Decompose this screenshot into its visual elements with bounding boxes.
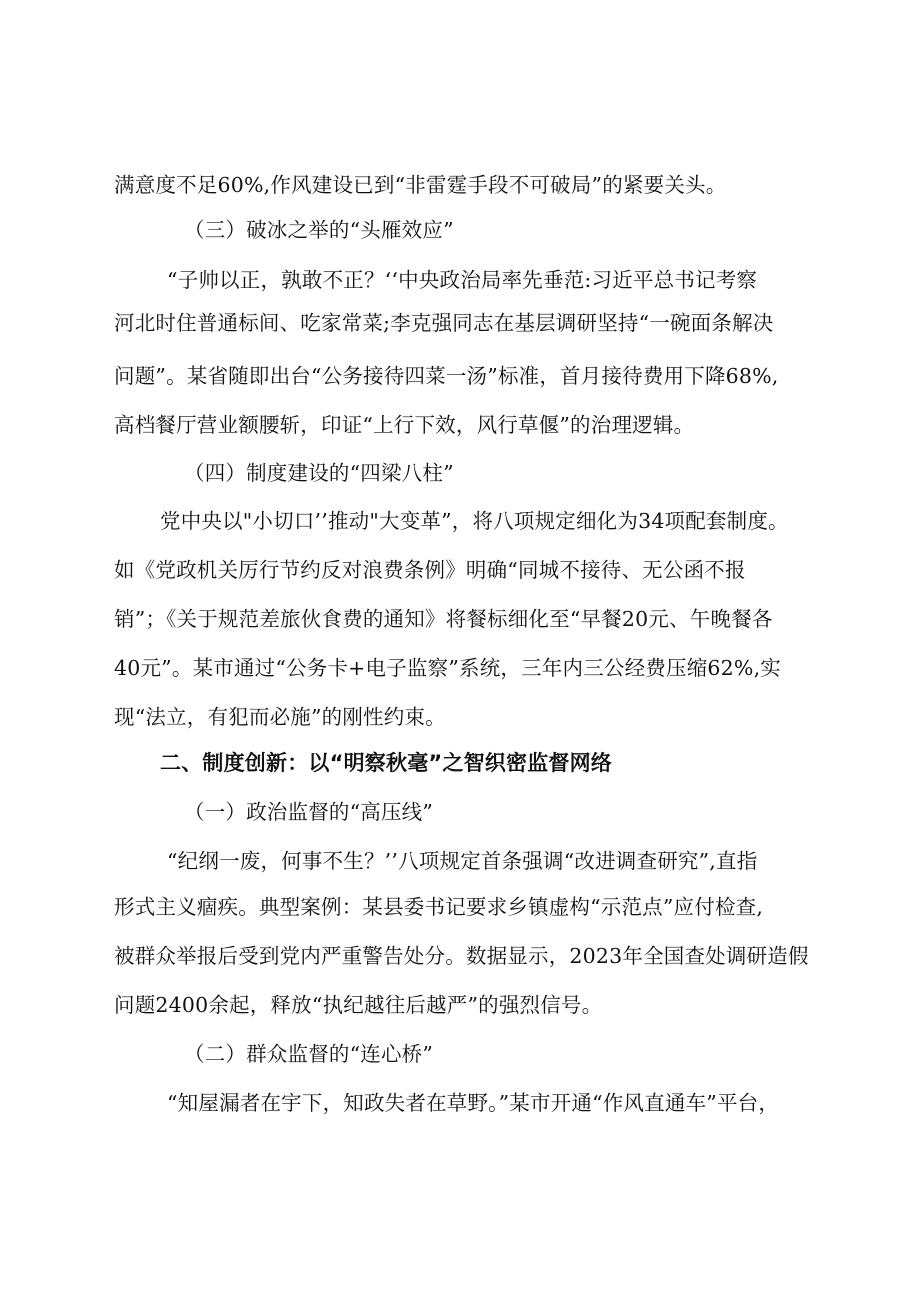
paragraph-line: 党中央以"小切口’’推动"大变革”，将八项规定细化为34项配套制度。 xyxy=(160,509,789,533)
paragraph-line: 被群众举报后受到党内严重警告处分。数据显示，2023年全国查处调研造假 xyxy=(114,944,809,968)
subsection-heading-1: （一）政治监督的“高压线” xyxy=(184,800,434,824)
paragraph-line: 问题”。某省随即出台“公务接待四菜一汤”标准，首月接待费用下降68%, xyxy=(114,364,779,388)
paragraph-line: 现“法立，有犯而必施”的刚性约束。 xyxy=(114,705,446,729)
paragraph-line: 如《党政机关厉行节约反对浪费条例》明确“同城不接待、无公函不报 xyxy=(114,558,746,582)
paragraph-line: 销”；《关于规范差旅伙食费的通知》将餐标细化至“早餐20元、午晚餐各 xyxy=(114,607,773,631)
paragraph-line: 40元”。某市通过“公务卡+电子监察”系统，三年内三公经费压缩62%,实 xyxy=(114,656,781,680)
paragraph-line: 满意度不足60%,作风建设已到“非雷霆手段不可破局”的紧要关头。 xyxy=(114,173,727,197)
subsection-heading-4: （四）制度建设的“四梁八柱” xyxy=(184,461,454,485)
paragraph-line: “知屋漏者在宇下，知政失者在草野。”某市开通“作风直通车”平台， xyxy=(167,1091,780,1115)
subsection-heading-2: （二）群众监督的“连心桥” xyxy=(184,1042,434,1066)
paragraph-line: 问题2400余起，释放“执纪越往后越严”的强烈信号。 xyxy=(114,993,603,1017)
paragraph-line: 形式主义痼疾。典型案例：某县委书记要求乡镇虚构“示范点”应付检查, xyxy=(114,895,764,919)
paragraph-line: 高档餐厅营业额腰斩，印证“上行下效，风行草偃”的治理逻辑。 xyxy=(114,413,695,437)
subsection-heading-3: （三）破冰之举的“头雁效应” xyxy=(184,218,454,242)
paragraph-line: “子帅以正，孰敢不正？‘‘中央政治局率先垂范:习近平总书记考察 xyxy=(167,268,758,292)
paragraph-line: “纪纲一废，何事不生？’’八项规定首条强调“改进调查研究”,直指 xyxy=(167,849,758,873)
paragraph-line: 河北时住普通标间、吃家常菜;李克强同志在基层调研坚持“一碗面条解决 xyxy=(114,311,774,335)
section-heading: 二、制度创新：以“明察秋毫”之智织密监督网络 xyxy=(160,751,613,775)
